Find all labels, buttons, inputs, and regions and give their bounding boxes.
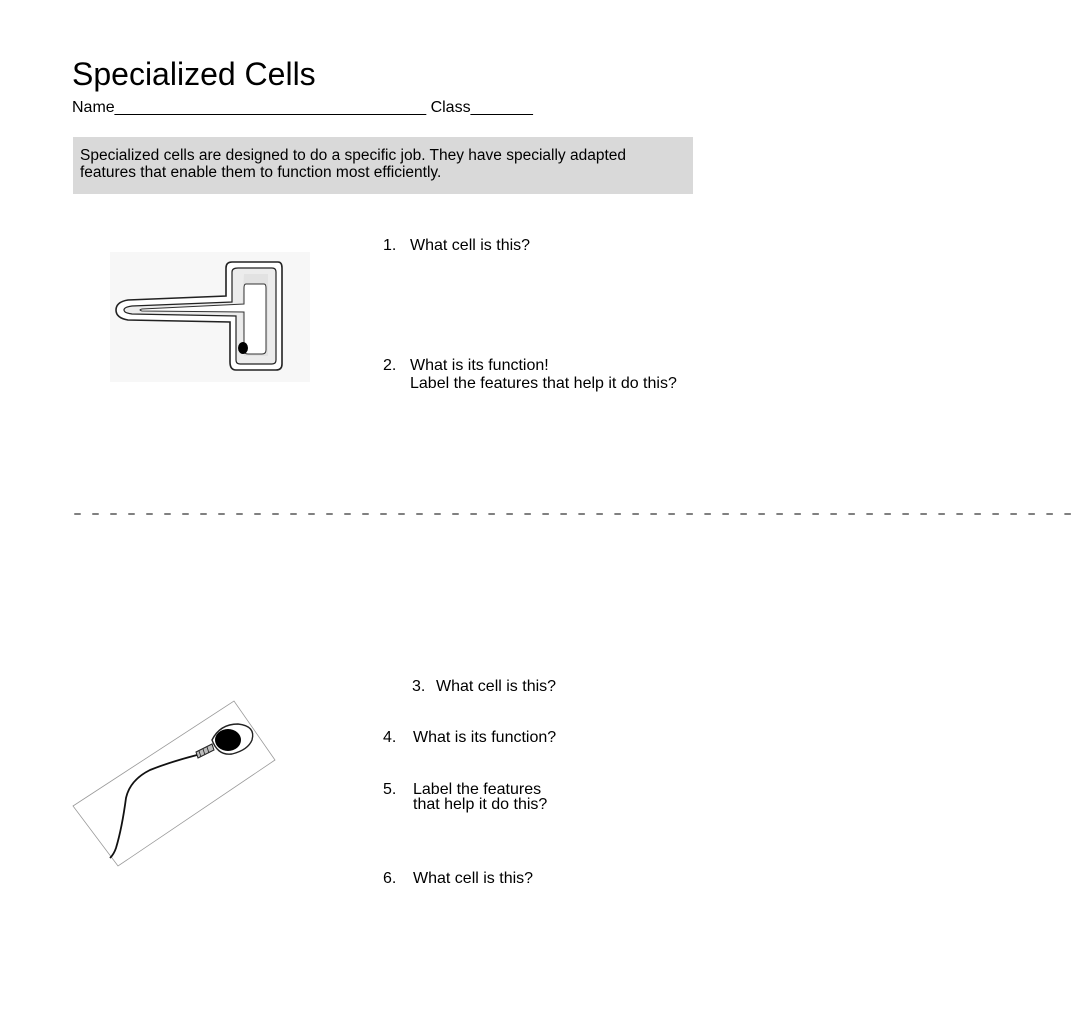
question-text: What is its function? — [413, 729, 557, 746]
question-6 — [383, 870, 533, 888]
question-2-line-2: Label the features that help it do this? — [410, 375, 677, 392]
question-number: 4. — [383, 729, 397, 746]
question-2 — [383, 357, 549, 375]
question-text: What cell is this? — [413, 870, 534, 887]
question-number: 3. — [412, 678, 426, 695]
page-title: Specialized Cells — [72, 56, 316, 92]
intro-box — [73, 137, 693, 194]
question-text: What is its function! — [410, 357, 549, 374]
question-5-line-2: that help it do this? — [413, 796, 548, 813]
question-4 — [383, 729, 556, 747]
question-number: 2. — [383, 357, 397, 374]
question-3 — [412, 678, 556, 696]
question-number: 6. — [383, 870, 397, 887]
question-1 — [383, 237, 530, 255]
question-number: 5. — [383, 781, 397, 798]
question-text: What cell is this? — [436, 678, 557, 695]
intro-text: Specialized cells are designed to do a specific job. They have specially adapted features that enable them to function most efficiently. — [80, 147, 626, 181]
question-text: What cell is this? — [410, 237, 531, 254]
question-number: 1. — [383, 237, 397, 254]
name-class-line: Name___________________________________ Class_______ — [72, 99, 533, 116]
sperm-cell-icon — [70, 698, 280, 868]
root-hair-cell-icon — [110, 252, 310, 382]
section-divider: – – – – – – – – – – – – – – – – – – – – – – – – – – – – – – – – – – – – – – – – – – – – – – – – – – – – – – – – — [73, 506, 1072, 523]
question-text: Label the features — [413, 781, 542, 798]
